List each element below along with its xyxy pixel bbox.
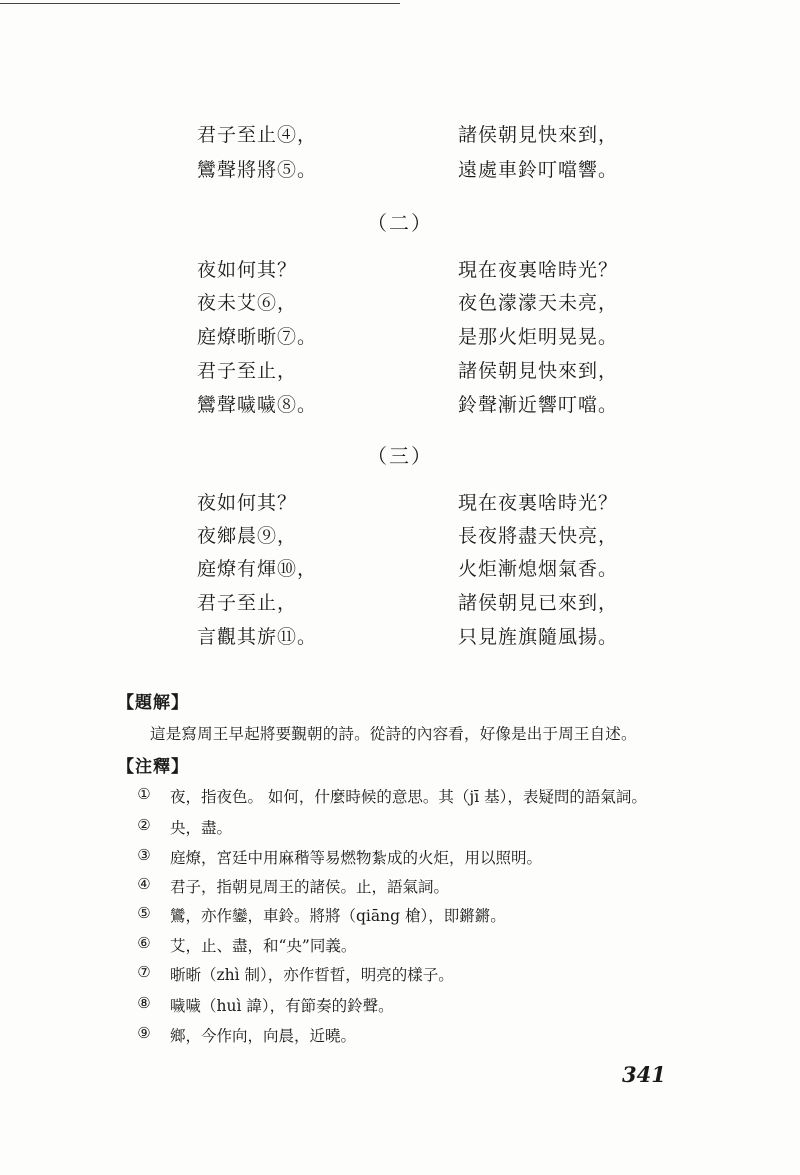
verse-line: [0, 356, 800, 390]
original-line: 夜如何其？: [197, 492, 298, 514]
note-item: [134, 994, 694, 1024]
note-number: ⑥: [137, 934, 151, 952]
original-line: 夜鄉晨⑨，: [197, 525, 298, 547]
original-line: 言觀其旂⑪。: [197, 626, 318, 648]
translation-line: 只見旌旗隨風揚。: [458, 626, 619, 648]
section-title-zhushi: 【注釋】: [117, 757, 189, 777]
translation-line: 諸侯朝見快來到，: [458, 360, 619, 382]
note-number: ⑧: [137, 994, 151, 1012]
section-title-tijie: 【題解】: [117, 693, 189, 713]
original-line: 庭燎有煇⑩，: [197, 558, 318, 580]
note-number: ①: [137, 785, 151, 803]
note-text: 鄉，今作向，向晨，近曉。: [170, 1027, 357, 1045]
original-line: 夜未艾⑥，: [197, 292, 298, 314]
verse-line: [0, 255, 800, 289]
top-rule: [0, 3, 400, 4]
verse-line: [0, 622, 800, 656]
translation-line: 火炬漸熄烟氣香。: [458, 558, 619, 580]
translation-line: 現在夜裏啥時光？: [458, 492, 619, 514]
original-line: 夜如何其？: [197, 259, 298, 281]
original-line: 君子至止，: [197, 360, 298, 382]
verse-line: [0, 588, 800, 622]
note-number: ②: [137, 816, 151, 834]
note-number: ③: [137, 846, 151, 864]
note-item: [134, 963, 694, 993]
note-item: [134, 785, 694, 815]
verse-line: [0, 322, 800, 356]
original-line: 庭燎晣晣⑦。: [197, 326, 318, 348]
note-number: ⑦: [137, 963, 151, 981]
original-line: 君子至止④，: [197, 124, 318, 146]
original-line: 鸞聲噦噦⑧。: [197, 394, 318, 416]
page-number: 341: [622, 1062, 666, 1087]
translation-line: 遠處車鈴叮噹響。: [458, 159, 619, 181]
translation-line: 夜色濛濛天未亮，: [458, 292, 619, 314]
verse-line: [0, 488, 800, 522]
translation-line: 是那火炬明晃晃。: [458, 326, 619, 348]
translation-line: 諸侯朝見已來到，: [458, 592, 619, 614]
verse-line: [0, 155, 800, 189]
stanza-heading: （三）: [367, 444, 433, 468]
note-number: ④: [137, 875, 151, 893]
verse-line: [0, 554, 800, 588]
verse-line: [0, 390, 800, 424]
note-number: ⑨: [137, 1024, 151, 1042]
note-text: 艾，止、盡，和“央”同義。: [170, 937, 357, 955]
note-item: [134, 904, 694, 934]
stanza-heading: （二）: [367, 211, 433, 235]
note-text: 君子，指朝見周王的諸侯。止，語氣詞。: [170, 878, 450, 896]
note-item: [134, 1024, 694, 1054]
note-text: 晣晣（zhì 制），亦作晢晢，明亮的樣子。: [170, 966, 454, 984]
note-text: 央，盡。: [170, 819, 233, 837]
translation-line: 現在夜裏啥時光？: [458, 259, 619, 281]
note-text: 噦噦（huì 諱），有節奏的鈴聲。: [170, 997, 394, 1015]
note-text: 鸞，亦作鑾，車鈴。將將（qiāng 槍），即鏘鏘。: [170, 907, 506, 925]
translation-line: 長夜將盡天快亮，: [458, 525, 619, 547]
verse-line: [0, 521, 800, 555]
translation-line: 諸侯朝見快來到，: [458, 124, 619, 146]
verse-line: [0, 120, 800, 154]
note-item: [134, 875, 694, 905]
tijie-text: 這是寫周王早起將要覲朝的詩。從詩的內容看，好像是出于周王自述。: [150, 725, 637, 743]
note-number: ⑤: [137, 904, 151, 922]
verse-line: [0, 288, 800, 322]
original-line: 君子至止，: [197, 592, 298, 614]
original-line: 鸞聲將將⑤。: [197, 159, 318, 181]
translation-line: 鈴聲漸近響叮噹。: [458, 394, 619, 416]
note-text: 庭燎，宮廷中用麻稭等易燃物紮成的火炬，用以照明。: [170, 849, 543, 867]
note-item: [134, 816, 694, 846]
note-item: [134, 846, 694, 876]
note-item: [134, 934, 694, 964]
note-text: 夜，指夜色。 如何，什麼時候的意思。其（jī 基），表疑問的語氣詞。: [170, 788, 647, 806]
